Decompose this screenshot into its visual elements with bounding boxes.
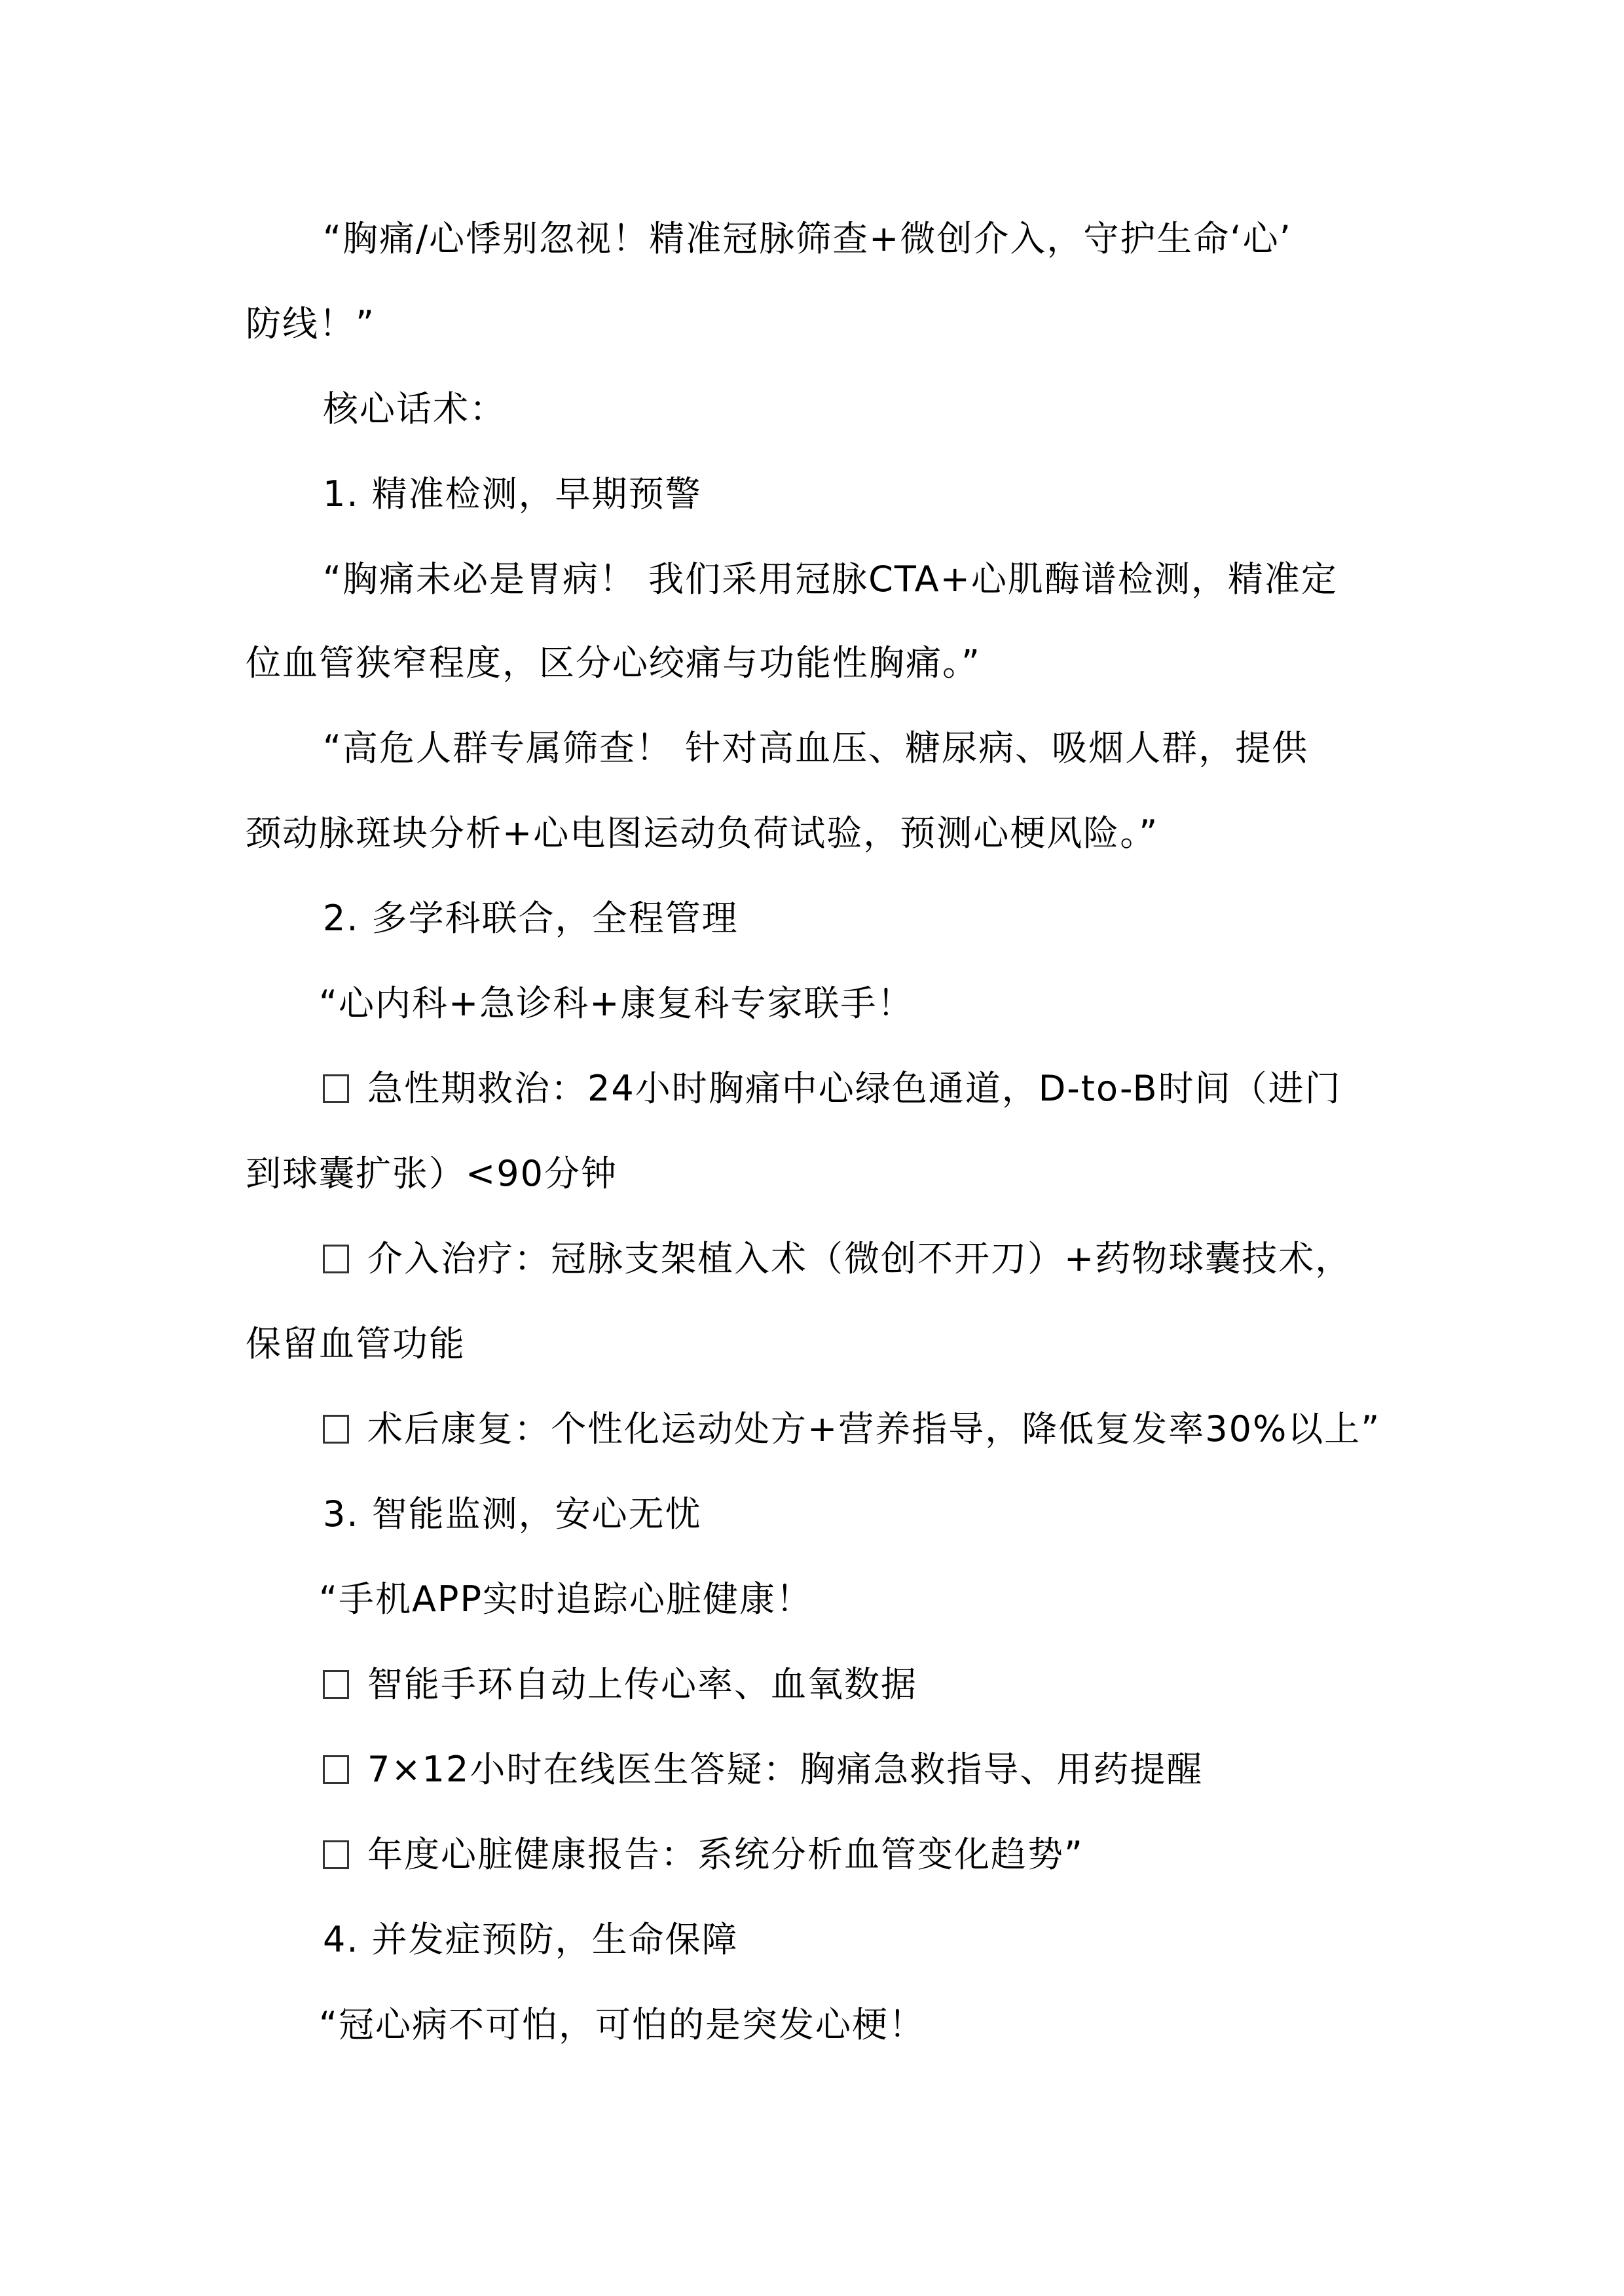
section-4-heading: 4. 并发症预防，生命保障 [323, 1919, 739, 1960]
slogan-line-1: “胸痛/心悸别忽视！精准冠脉筛查+微创介入，守护生命‘心’ [323, 218, 1292, 259]
section-1-heading: 1. 精准检测，早期预警 [323, 473, 702, 515]
item-text: 年度心脏健康报告：系统分析血管变化趋势” [367, 1834, 1084, 1875]
section-2-item-3 [323, 1406, 1380, 1452]
checkbox-icon [323, 1840, 349, 1869]
section-4-intro: “冠心病不可怕，可怕的是突发心梗！ [319, 2004, 925, 2045]
core-heading: 核心话术： [323, 388, 506, 429]
section-3-item-2 [323, 1747, 1203, 1793]
checkbox-icon [323, 1670, 349, 1699]
item-text: 术后康复：个性化运动处方+营养指导，降低复发率30%以上” [367, 1408, 1381, 1449]
section-2-item-1-cont: 到球囊扩张）<90分钟 [246, 1153, 618, 1194]
section-1-para-1-line-1: “胸痛未必是胃病！ 我们采用冠脉CTA+心肌酶谱检测，精准定 [323, 558, 1338, 600]
checkbox-icon [323, 1074, 349, 1103]
section-3-item-3 [323, 1832, 1084, 1878]
checkbox-icon [323, 1245, 349, 1273]
section-1-para-1-line-2: 位血管狭窄程度，区分心绞痛与功能性胸痛。” [246, 642, 981, 683]
section-1-para-2-line-2: 颈动脉斑块分析+心电图运动负荷试验，预测心梗风险。” [246, 812, 1159, 854]
section-3-intro: “手机APP实时追踪心脏健康！ [319, 1578, 813, 1620]
section-2-item-2-cont: 保留血管功能 [246, 1323, 466, 1364]
item-text: 7×12小时在线医生答疑：胸痛急救指导、用药提醒 [367, 1749, 1204, 1790]
item-text: 智能手环自动上传心率、血氧数据 [367, 1664, 917, 1705]
section-1-para-2-line-1: “高危人群专属筛查！ 针对高血压、糖尿病、吸烟人群，提供 [323, 727, 1309, 769]
section-2-item-2 [323, 1236, 1352, 1282]
section-2-heading: 2. 多学科联合，全程管理 [323, 898, 739, 939]
section-2-item-1 [323, 1066, 1342, 1112]
slogan-line-2: 防线！” [246, 303, 375, 344]
item-text: 介入治疗：冠脉支架植入术（微创不开刀）+药物球囊技术， [367, 1238, 1352, 1279]
checkbox-icon [323, 1415, 349, 1444]
section-3-item-1 [323, 1662, 917, 1707]
checkbox-icon [323, 1755, 349, 1784]
section-2-intro: “心内科+急诊科+康复科专家联手！ [319, 983, 914, 1024]
item-text: 急性期救治：24小时胸痛中心绿色通道，D-to-B时间（进门 [367, 1068, 1342, 1109]
section-3-heading: 3. 智能监测，安心无忧 [323, 1493, 702, 1535]
